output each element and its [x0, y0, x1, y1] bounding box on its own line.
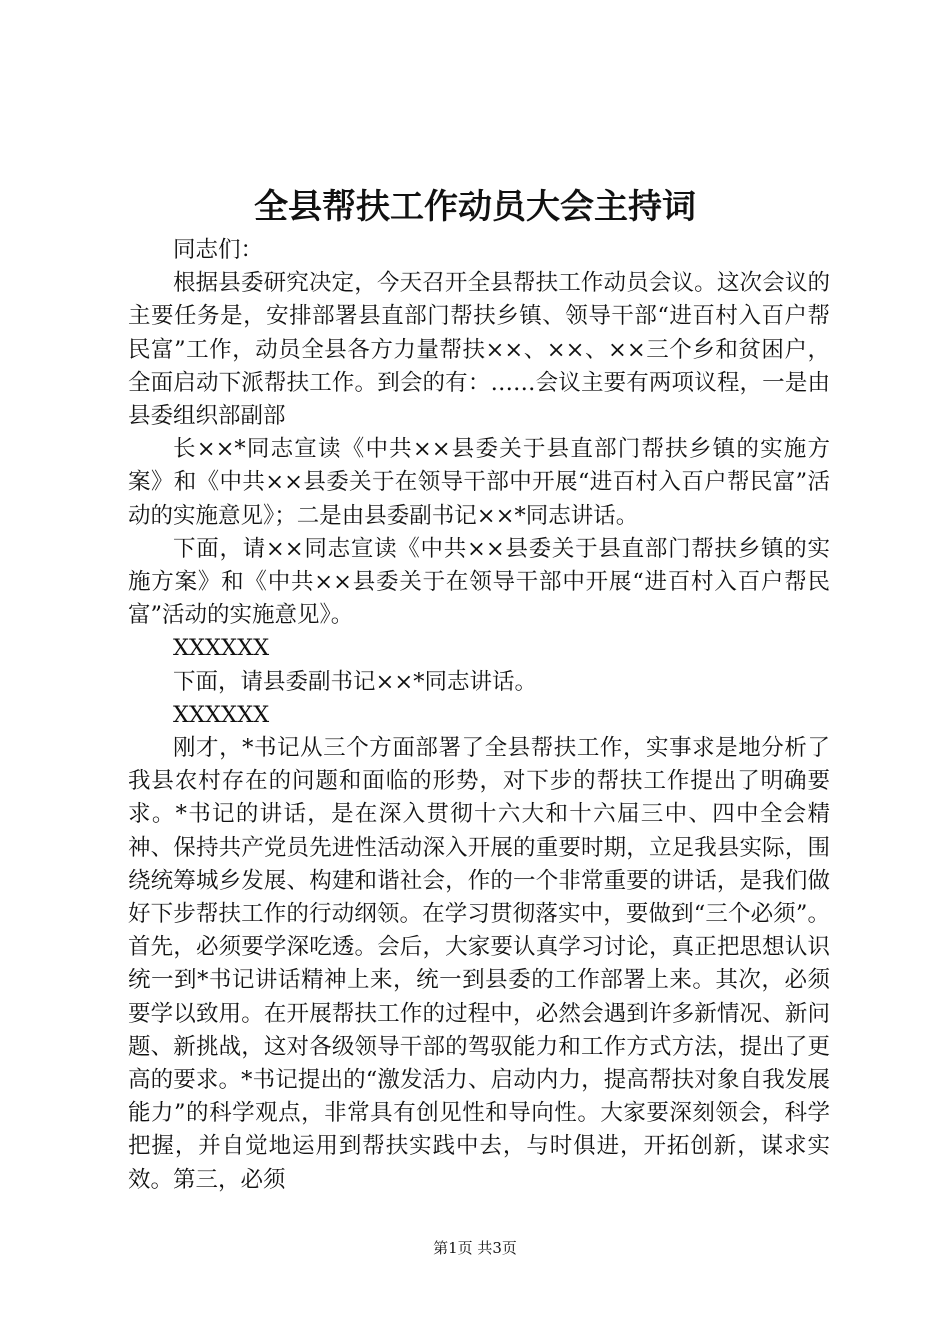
paragraph-placeholder-1: XXXXXX	[173, 635, 270, 662]
paragraph-speech-invite: 下面，请县委副书记××*同志讲话。	[173, 668, 537, 695]
document-title: 全县帮扶工作动员大会主持词	[254, 187, 696, 227]
paragraph-placeholder-2: XXXXXX	[173, 701, 270, 728]
paragraph-agenda: 长××*同志宣读《中共××县委关于县直部门帮扶乡镇的实施方案》和《中共××县委关于在领导干部中开展“进百村入百户帮民富”活动的实施意见》；二是由县委副书记××*同志讲话。	[128, 436, 830, 529]
paragraph-reading-invite: 下面，请××同志宣读《中共××县委关于县直部门帮扶乡镇的实施方案》和《中共××县委关于在领导干部中开展“进百村入百户帮民富”活动的实施意见》。	[128, 535, 830, 629]
document-body	[128, 234, 830, 1197]
paragraph-summary: 刚才，*书记从三个方面部署了全县帮扶工作，实事求是地分析了我县农村存在的问题和面临的形势，对下步的帮扶工作提出了明确要求。*书记的讲话，是在深入贯彻十六大和十六届三中、四中全会精神、保持共产党员先进性活动深入开展的重要时期，立足我县实际，围绕统筹城乡发展、构建和谐社会，作的一个非常重要的讲话，是我们做好下步帮扶工作的行动纲领。在学习贯彻落实中，要做到“三个必须”。首先，必须要学深吃透。会后，大家要认真学习讨论，真正把思想认识统一到*书记讲话精神上来，统一到县委的工作部署上来。其次，必须要学以致用。在开展帮扶工作的过程中，必然会遇到许多新情况、新问题、新挑战，这对各级领导干部的驾驭能力和工作方式方法，提出了更高的要求。*书记提出的“激发活力、启动内力，提高帮扶对象自我发展能力”的科学观点，非常具有创见性和导向性。大家要深刻领会，科学把握，并自觉地运用到帮扶实践中去，与时俱进，开拓创新，谋求实效。第三，必须	[128, 735, 830, 1193]
page-footer: 第1页 共3页	[433, 1239, 517, 1257]
paragraph-salutation: 同志们：	[173, 237, 264, 263]
paragraph-opening: 根据县委研究决定，今天召开全县帮扶工作动员会议。这次会议的主要任务是，安排部署县直部门帮扶乡镇、领导干部“进百村入百户帮民富”工作，动员全县各方力量帮扶××、××、××三个乡和贫困户，全面启动下派帮扶工作。到会的有：……会议主要有两项议程，一是由县委组织部副部	[128, 270, 830, 430]
